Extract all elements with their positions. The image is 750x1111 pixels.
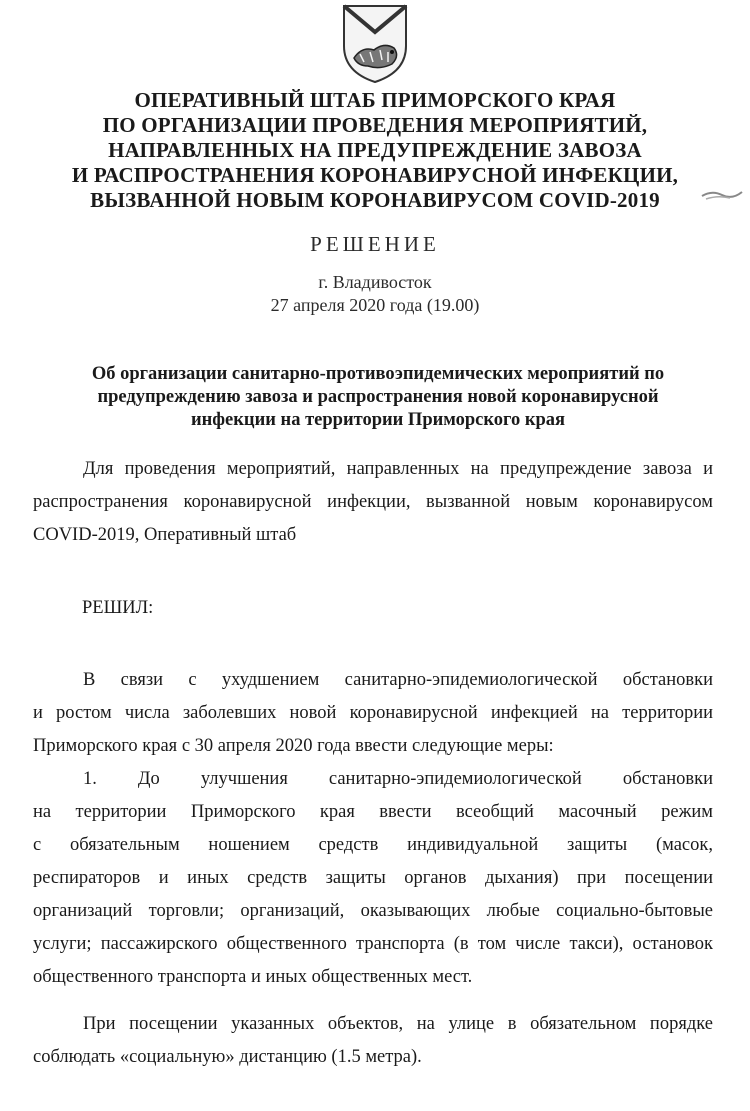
header-line: И РАСПРОСТРАНЕНИЯ КОРОНАВИРУСНОЙ ИНФЕКЦИИ, [71,163,679,187]
subject-line: инфекции на территории Приморского края [190,410,566,430]
place: г. Владивосток [318,272,432,292]
item-1-paragraph [33,763,713,994]
place-and-date [40,271,710,317]
header-line: ПО ОРГАНИЗАЦИИ ПРОВЕДЕНИЯ МЕРОПРИЯТИЙ, [102,113,648,137]
decision-title: РЕШЕНИЕ [310,232,440,256]
intro-paragraph [33,453,713,552]
text-line: COVID-2019, Оперативный штаб [33,525,297,545]
text-line: Приморского края с 30 апреля 2020 года ввести следующие меры: [33,736,554,756]
date: 27 апреля 2020 года (19.00) [270,295,480,315]
text-line: на территории Приморского края ввести всеобщий масочный режим [33,802,713,822]
context-paragraph [33,664,713,763]
text-line: общественного транспорта и иных общественных мест. [33,967,473,987]
decision-subject [58,363,698,432]
text-line: В связи с ухудшением санитарно-эпидемиологической обстановки [83,670,713,690]
resolved-heading: РЕШИЛ: [82,598,154,618]
coat-of-arms-icon [340,2,410,84]
text-line: 1. До улучшения санитарно-эпидемиологической обстановки [83,769,713,789]
subject-line: предупреждению завоза и распространения новой коронавирусной [97,387,659,407]
text-line: Для проведения мероприятий, направленных на предупреждение завоза и [83,459,713,479]
issuer-header [40,88,710,213]
header-line: ВЫЗВАННОЙ НОВЫМ КОРОНАВИРУСОМ COVID-2019 [90,188,660,212]
subject-line: Об организации санитарно-противоэпидемических мероприятий по [91,364,665,384]
text-line: соблюдать «социальную» дистанцию (1.5 метра). [33,1047,422,1067]
header-line: НАПРАВЛЕННЫХ НА ПРЕДУПРЕЖДЕНИЕ ЗАВОЗА [108,138,642,162]
header-line: ОПЕРАТИВНЫЙ ШТАБ ПРИМОРСКОГО КРАЯ [134,88,616,112]
item-1-note-paragraph [33,1008,713,1074]
text-line: услуги; пассажирского общественного транспорта (в том числе такси), остановок [33,934,713,954]
text-line: и ростом числа заболевших новой коронавирусной инфекцией на территории [33,703,713,723]
text-line: с обязательным ношением средств индивидуальной защиты (масок, [33,835,713,855]
text-line: При посещении указанных объектов, на улице в обязательном порядке [83,1014,713,1034]
text-line: организаций торговли; организаций, оказывающих любые социально-бытовые [33,901,713,921]
text-line: респираторов и иных средств защиты органов дыхания) при посещении [33,868,713,888]
text-line: распространения коронавирусной инфекции, вызванной новым коронавирусом [33,492,713,512]
